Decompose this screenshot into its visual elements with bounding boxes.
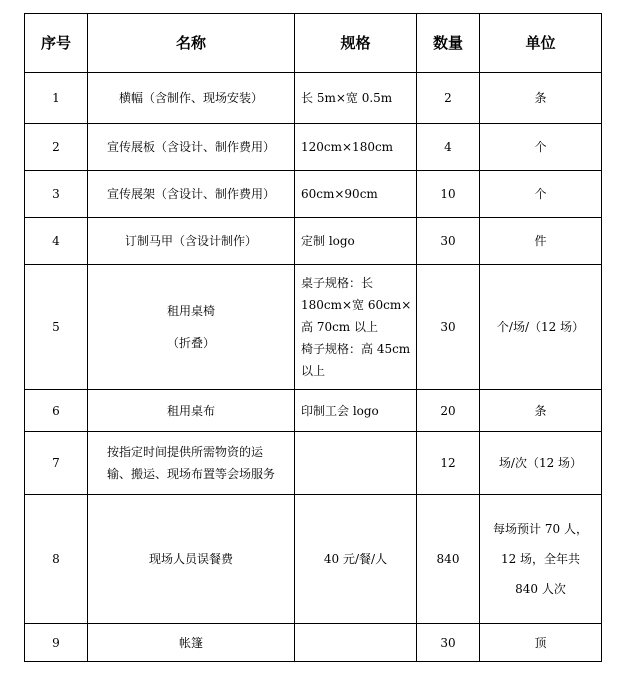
spec-line: 以上 [301,364,326,378]
cell-qty: 30 [417,624,480,662]
spec-line: 椅子规格：高 45cm [301,342,411,356]
spec-line: 桌子规格：长 [301,276,374,290]
header-no: 序号 [25,14,88,73]
cell-spec: 定制 logo [295,218,417,265]
cell-name: 宣传展板（含设计、制作费用） [88,124,295,171]
cell-name: 宣传展架（含设计、制作费用） [88,171,295,218]
cell-qty: 10 [417,171,480,218]
cell-qty: 30 [417,218,480,265]
items-table-container [24,13,602,662]
cell-unit: 个 [480,171,602,218]
cell-unit: 个 [480,124,602,171]
cell-spec: 40 元/餐/人 [295,495,417,624]
cell-no: 8 [25,495,88,624]
cell-qty: 2 [417,73,480,124]
table-row [25,265,602,390]
name-line: 输、搬运、现场布置等会场服务 [106,467,275,481]
cell-unit: 条 [480,390,602,432]
cell-no: 1 [25,73,88,124]
table-header-row [25,14,602,73]
table-row [25,124,602,171]
cell-unit: 个/场/（12 场） [480,265,602,390]
cell-no: 9 [25,624,88,662]
cell-spec: 60cm×90cm [295,171,417,218]
cell-qty: 12 [417,432,480,495]
cell-spec: 印制工会 logo [295,390,417,432]
table-row [25,218,602,265]
unit-line: 12 场，全年共 [500,552,581,566]
cell-unit: 场/次（12 场） [480,432,602,495]
spec-line: 180cm×宽 60cm× [301,298,412,312]
cell-spec [295,432,417,495]
cell-unit: 顶 [480,624,602,662]
cell-name: 租用桌布 [88,390,295,432]
cell-unit: 件 [480,218,602,265]
cell-no: 7 [25,432,88,495]
cell-unit [480,495,602,624]
table-row [25,390,602,432]
cell-no: 5 [25,265,88,390]
cell-name [88,432,295,495]
table-row [25,495,602,624]
cell-qty: 840 [417,495,480,624]
cell-name: 横幅（含制作、现场安装） [88,73,295,124]
cell-no: 6 [25,390,88,432]
header-name: 名称 [88,14,295,73]
cell-name: 订制马甲（含设计制作） [88,218,295,265]
unit-line: 每场预计 70 人， [493,522,588,536]
cell-unit: 条 [480,73,602,124]
name-block [107,441,275,485]
name-line: （折叠） [166,336,215,350]
table-row [25,624,602,662]
items-table [24,13,602,662]
table-row [25,432,602,495]
cell-qty: 20 [417,390,480,432]
cell-spec [295,265,417,390]
cell-qty: 30 [417,265,480,390]
cell-name: 现场人员误餐费 [88,495,295,624]
cell-no: 4 [25,218,88,265]
cell-name [88,265,295,390]
name-line: 租用桌椅 [166,304,215,318]
cell-no: 2 [25,124,88,171]
table-row [25,171,602,218]
line-gap [88,322,294,332]
spec-line: 高 70cm 以上 [301,320,378,334]
cell-no: 3 [25,171,88,218]
cell-name: 帐篷 [88,624,295,662]
cell-spec [295,624,417,662]
name-line: 按指定时间提供所需物资的运 [106,445,263,459]
cell-spec: 长 5m×宽 0.5m [295,73,417,124]
table-row [25,73,602,124]
header-spec: 规格 [295,14,417,73]
unit-line: 840 人次 [515,582,566,596]
cell-spec: 120cm×180cm [295,124,417,171]
header-unit: 单位 [480,14,602,73]
header-qty: 数量 [417,14,480,73]
cell-qty: 4 [417,124,480,171]
